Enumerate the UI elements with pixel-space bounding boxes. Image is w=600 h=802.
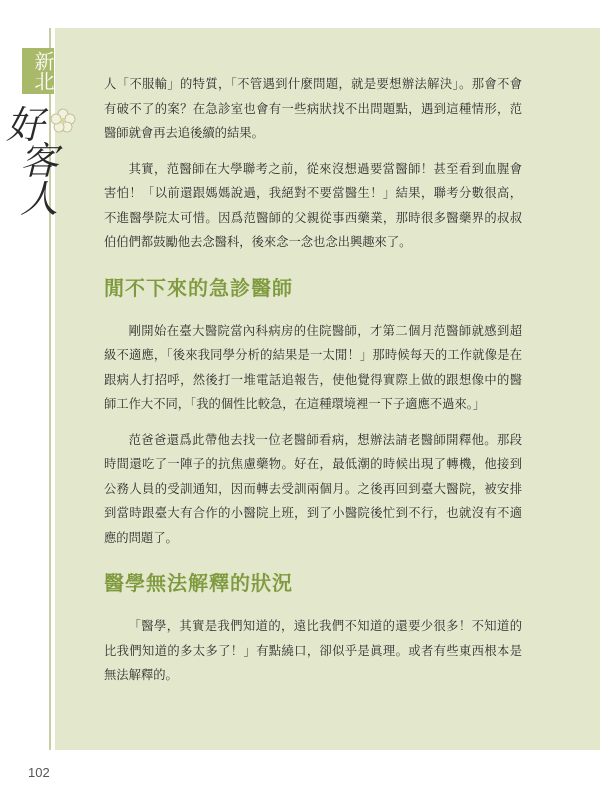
article-body	[104, 72, 522, 699]
logo-hao-text: 好	[6, 103, 45, 147]
series-logo	[6, 40, 86, 221]
logo-keren-text: 客人	[20, 139, 59, 221]
section-heading-2: 醫學無法解釋的狀況	[104, 571, 293, 595]
paragraph-1: 人「不服輸」的特質，「不管遇到什麼問題，就是要想辦法解決」。那會不會有破不了的案？在急診室也會有一些病狀找不出問題點，遇到這種情形，范醫師就會再去追後續的結果。	[104, 77, 522, 140]
paragraph-2: 其實，范醫師在大學聯考之前，從來沒想過要當醫師！甚至看到血腥會害怕！「以前還跟媽媽說過，我絕對不要當醫生！」結果，聯考分數很高，不進醫學院太可惜。因爲范醫師的父親從事西藥業，那時很多醫藥界的叔叔伯伯們都鼓勵他去念醫科，後來念一念也念出興趣來了。	[104, 161, 522, 249]
paragraph-5: 「醫學，其實是我們知道的，遠比我們不知道的還要少很多！不知道的比我們知道的多太多了！」有點繞口，卻似乎是眞理。或者有些東西根本是無法解釋的。	[104, 619, 522, 682]
logo-xinbei-box: 新北	[22, 48, 54, 94]
page-number: 102	[28, 765, 50, 780]
paragraph-3: 剛開始在臺大醫院當內科病房的住院醫師，才第二個月范醫師就感到超級不適應，「後來我同學分析的結果是一太閒！」那時候每天的工作就像是在跟病人打招呼，然後打一堆電話追報告，使他覺得實際上做的跟想像中的醫師工作大不同，「我的個性比較急，在這種環境裡一下子適應不過來。」	[104, 323, 522, 411]
paragraph-4: 范爸爸還爲此帶他去找一位老醫師看病，想辦法請老醫師開釋他。那段時間還吃了一陣子的抗焦慮藥物。好在，最低潮的時候出現了轉機，他接到公務人員的受訓通知，因而轉去受訓兩個月。之後再回到臺大醫院，被安排到當時跟臺大有合作的小醫院上班，到了小醫院後忙到不行，也就沒有不適應的問題了。	[104, 432, 522, 545]
section-heading-1: 閒不下來的急診醫師	[104, 275, 293, 300]
flower-icon	[50, 108, 76, 134]
